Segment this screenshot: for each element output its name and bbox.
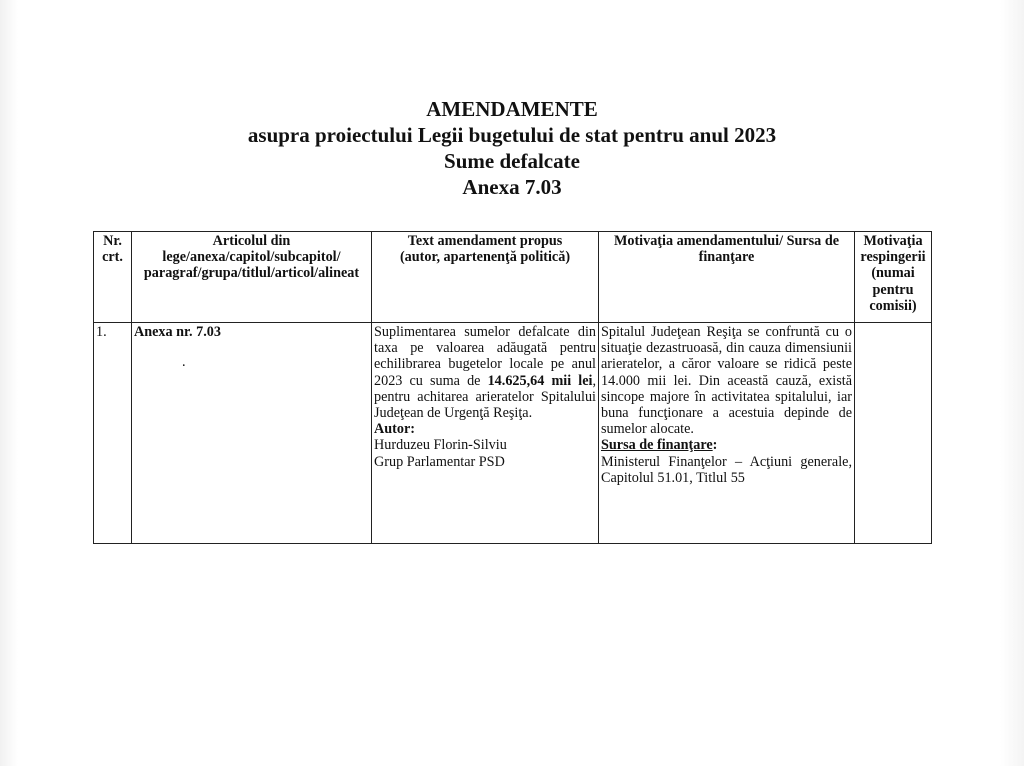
source-label: Sursa de finanţare: — [601, 437, 718, 454]
table-row — [94, 323, 932, 544]
title-line-anexa: Anexa 7.03 — [462, 175, 562, 199]
author-name: Hurduzeu Florin-Silviu — [374, 437, 507, 454]
cell-articol — [132, 323, 372, 544]
author-group: Grup Parlamentar PSD — [374, 453, 505, 470]
title-line-proiect: asupra proiectului Legii bugetului de stat pentru anul 2023 — [247, 123, 777, 147]
amendment-amount: 14.625,64 mii lei — [487, 372, 593, 389]
header-motivatia-respingerii: Motivaţia respingerii (numai pentru comisii) — [855, 232, 932, 323]
header-articol: Articolul din lege/anexa/capitol/subcapitol/ paragraf/grupa/titlul/articol/alineat — [132, 232, 372, 323]
table-header-row — [94, 232, 932, 323]
cell-nr: 1. — [94, 323, 132, 544]
stray-mark: . — [182, 354, 186, 371]
header-nr-crt: Nr. crt. — [94, 232, 132, 323]
title-line-sume: Sume defalcate — [444, 149, 580, 173]
articol-anexa-label: Anexa nr. 7.03 — [134, 324, 221, 340]
amendment-text: Suplimentarea sumelor defalcate din taxa pe valoarea adăugată pentru echilibrarea bugetelor locale pe anul 2023 cu suma de 14.625,64 mii lei, pentru achitarea arieratelor Spitalului Judeţean de Urgenţă Reşiţa. — [374, 324, 596, 422]
header-motivatie: Motivaţia amendamentului/ Sursa de finanţare — [599, 232, 855, 323]
cell-text-amendament — [372, 323, 599, 544]
author-label: Autor: — [374, 421, 415, 438]
cell-motivatie — [599, 323, 855, 544]
title-line-amendamente: AMENDAMENTE — [426, 97, 598, 121]
amendments-table — [93, 231, 932, 544]
cell-respingere — [855, 323, 932, 544]
document-title — [0, 96, 1024, 200]
header-text-amendament: Text amendament propus (autor, apartenenţă politică) — [372, 232, 599, 323]
source-text: Ministerul Finanţelor – Acţiuni generale, Capitolul 51.01, Titlul 55 — [601, 453, 852, 486]
motivation-text: Spitalul Judeţean Reşiţa se confruntă cu o situaţie dezastruoasă, din cauza dimensiunii arieratelor, a căror valoare se ridică peste 14.000 mii lei. Din această cauză, există sincope majore în activitatea spitalului, iar buna funcţionare a acestuia depinde de sumelor alocate. — [601, 324, 852, 438]
